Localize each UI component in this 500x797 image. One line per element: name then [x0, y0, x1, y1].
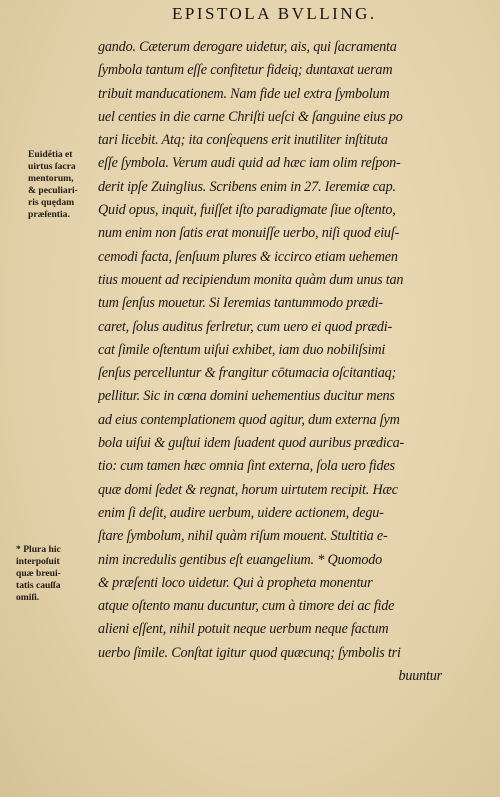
text-line: tio: cum tamen hæc omnia ſint externa, ſola uero fides	[98, 458, 395, 475]
text-line: ſenſus percelluntur & frangitur cōtumacia oſcitantiaq;	[98, 365, 397, 382]
text-line: cat ſimile oſtentum uiſui exhibet, iam duo nobiliſsimi	[98, 341, 386, 358]
text-line: uel centies in die carne Chriſti ueſci & ſanguine eius po	[98, 108, 403, 125]
text-line: ſymbola tantum eſſe confitetur fideiq; duntaxat ueram	[98, 62, 393, 79]
main-text-block	[98, 36, 470, 688]
margin-note-sacraments	[28, 149, 98, 221]
margin-note-line: & peculiari-	[28, 185, 78, 196]
text-line: bola uiſui & guſtui idem ſuadent quod auribus prædica-	[98, 435, 405, 452]
text-line: eſſe ſymbola. Verum audi quid ad hæc iam olim reſpon-	[98, 155, 401, 172]
text-line: alieni eſſent, nihil potuit neque uerbum neque factum	[98, 621, 389, 638]
text-line: ad eius contemplationem quod agitur, dum externa ſym	[98, 411, 400, 428]
text-line: tum ſenſus mouetur. Si Ieremias tantummodo prædi-	[98, 295, 383, 312]
text-line: ſtare ſymbolum, nihil quàm riſum mouent. Stultitia e-	[98, 528, 388, 545]
catchword-line: buuntur	[398, 668, 442, 685]
text-line: caret, ſolus auditus ferlretur, cum uero ei quod prædi-	[98, 318, 393, 335]
text-line: tari licebit. Atq; ita conſequens erit inutiliter inſtituta	[98, 132, 388, 149]
margin-note-line: uirtus ſacra	[28, 161, 76, 172]
text-line: enim ſi deſit, audire uerbum, uidere actionem, degu-	[98, 504, 384, 521]
text-line: & præſenti loco uidetur. Qui à propheta monentur	[98, 574, 373, 591]
text-line: uerbo ſimile. Conſtat igitur quod quæcunq; ſymbolis tri	[98, 644, 401, 661]
text-line: gando. Cæterum derogare uidetur, ais, qui ſacramenta	[98, 39, 397, 55]
margin-note-line: ris quędam	[28, 197, 75, 208]
margin-note-line: interpoſuit	[16, 556, 60, 567]
text-line: tribuit manducationem. Nam fide uel extra ſymbolum	[98, 85, 390, 102]
margin-note-line: mentorum,	[28, 173, 74, 184]
text-line: num enim non ſatis erat monuiſſe uerbo, niſi quod eiuſ-	[98, 225, 400, 242]
text-line: quæ domi ſedet & regnat, horum uirtutem recipit. Hæc	[98, 481, 398, 498]
text-line: derit ipſe Zuinglius. Scribens enim in 27. Ieremiæ cap.	[98, 178, 396, 195]
margin-note-line: præſentia.	[28, 209, 70, 220]
margin-note-line: Euidẽtia et	[28, 149, 73, 160]
margin-note-line: quæ breui-	[16, 568, 61, 579]
margin-note-line: * Plura hic	[16, 544, 61, 555]
text-line: Quid opus, inquit, fuiſſet iſto paradigmate ſiue oſtento,	[98, 202, 396, 219]
running-title: EPISTOLA BVLLING.	[172, 4, 377, 23]
margin-note-omitted	[16, 544, 96, 604]
text-line: cemodi facta, ſenſuum plures & iccirco etiam uehemen	[98, 248, 398, 265]
margin-note-line: tatis cauſſa	[16, 580, 61, 591]
margin-note-line: omiſi.	[16, 592, 40, 603]
text-line: atque oſtento manu ducuntur, cum à timore dei ac fide	[98, 598, 395, 615]
text-line: pellitur. Sic in cœna domini uehementius ducitur mens	[98, 388, 395, 405]
text-line: tius mouent ad recipiendum monita quàm dum unus tan	[98, 271, 404, 288]
text-line: nim incredulis gentibus eſt euangelium. * Quomodo	[98, 551, 383, 568]
